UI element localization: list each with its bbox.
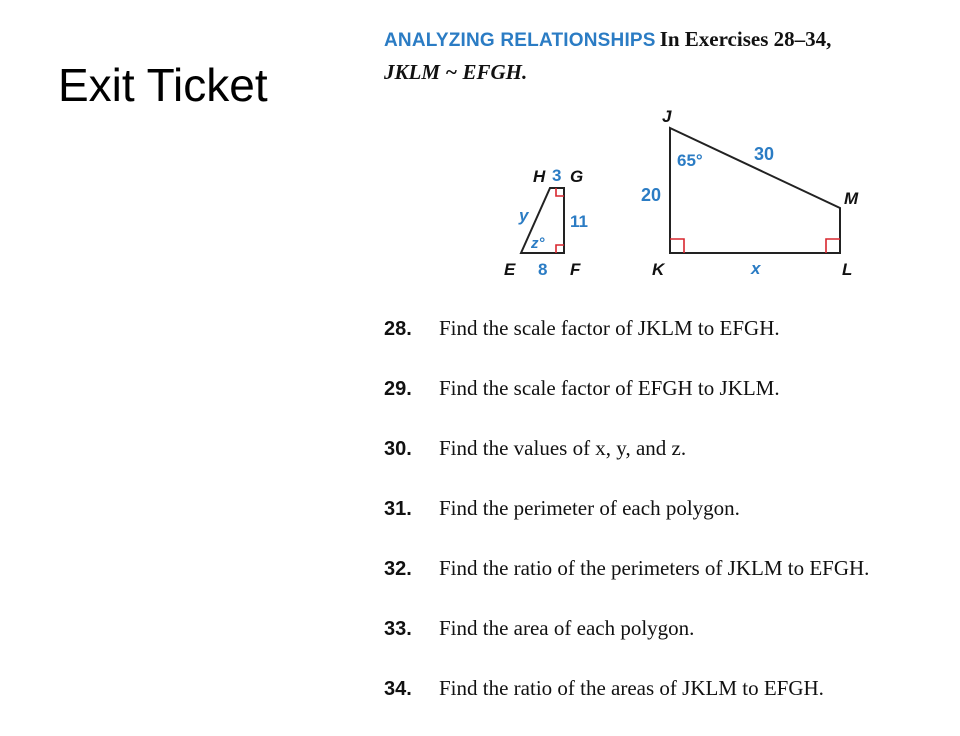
vertex-label-l: L	[842, 260, 853, 279]
polygon-diagram	[490, 100, 880, 285]
exercise-item	[384, 316, 869, 376]
similarity-statement: JKLM ~ EFGH.	[384, 60, 528, 84]
exercise-item	[384, 376, 869, 436]
side-label-hg: 3	[552, 166, 562, 185]
vertex-label-e: E	[504, 260, 516, 279]
right-angle-mark-l	[826, 239, 840, 253]
exercise-list	[384, 316, 869, 736]
exercise-number: 31.	[384, 498, 412, 520]
exercise-text: Find the perimeter of each polygon.	[439, 496, 740, 520]
exercise-number: 28.	[384, 318, 412, 340]
vertex-label-j: J	[662, 107, 672, 126]
side-label-ef: 8	[538, 260, 548, 279]
exercise-number: 34.	[384, 678, 412, 700]
side-label-jm: 30	[754, 144, 775, 164]
section-heading: ANALYZING RELATIONSHIPS	[384, 30, 656, 51]
vertex-label-f: F	[570, 260, 581, 279]
exercise-text: Find the ratio of the perimeters of JKLM to EFGH.	[439, 556, 870, 580]
exercise-number: 30.	[384, 438, 412, 460]
exercise-number: 33.	[384, 618, 412, 640]
vertex-label-h: H	[533, 167, 546, 186]
right-angle-mark-f	[556, 245, 564, 253]
exercise-number: 32.	[384, 558, 412, 580]
side-label-kl: x	[751, 259, 761, 278]
vertex-label-m: M	[844, 189, 859, 208]
right-angle-mark-g	[556, 188, 564, 196]
exercise-text: Find the ratio of the areas of JKLM to EFGH.	[439, 676, 824, 700]
slide-title: Exit Ticket	[58, 59, 268, 111]
side-label-gf: 11	[570, 212, 588, 231]
exercise-item	[384, 436, 869, 496]
exercise-text: Find the area of each polygon.	[439, 616, 695, 640]
exercise-item	[384, 676, 869, 736]
vertex-label-k: K	[652, 260, 665, 279]
side-label-jk: 20	[641, 185, 662, 205]
large-trapezoid	[641, 107, 859, 279]
right-angle-mark-k	[670, 239, 684, 253]
vertex-label-g: G	[570, 167, 584, 186]
angle-label-j: 65°	[677, 151, 703, 170]
exercise-range: In Exercises 28–34,	[659, 27, 832, 51]
exercise-item	[384, 556, 869, 616]
exercise-text: Find the values of x, y, and z.	[439, 436, 687, 460]
exercise-item	[384, 496, 869, 556]
exercise-text: Find the scale factor of EFGH to JKLM.	[439, 376, 780, 400]
angle-label-e: z°	[531, 235, 545, 252]
exercise-text: Find the scale factor of JKLM to EFGH.	[439, 316, 780, 340]
side-label-eh: y	[519, 206, 529, 225]
exercise-header	[384, 24, 831, 90]
exercise-number: 29.	[384, 378, 412, 400]
small-trapezoid	[504, 166, 588, 279]
exercise-item	[384, 616, 869, 676]
